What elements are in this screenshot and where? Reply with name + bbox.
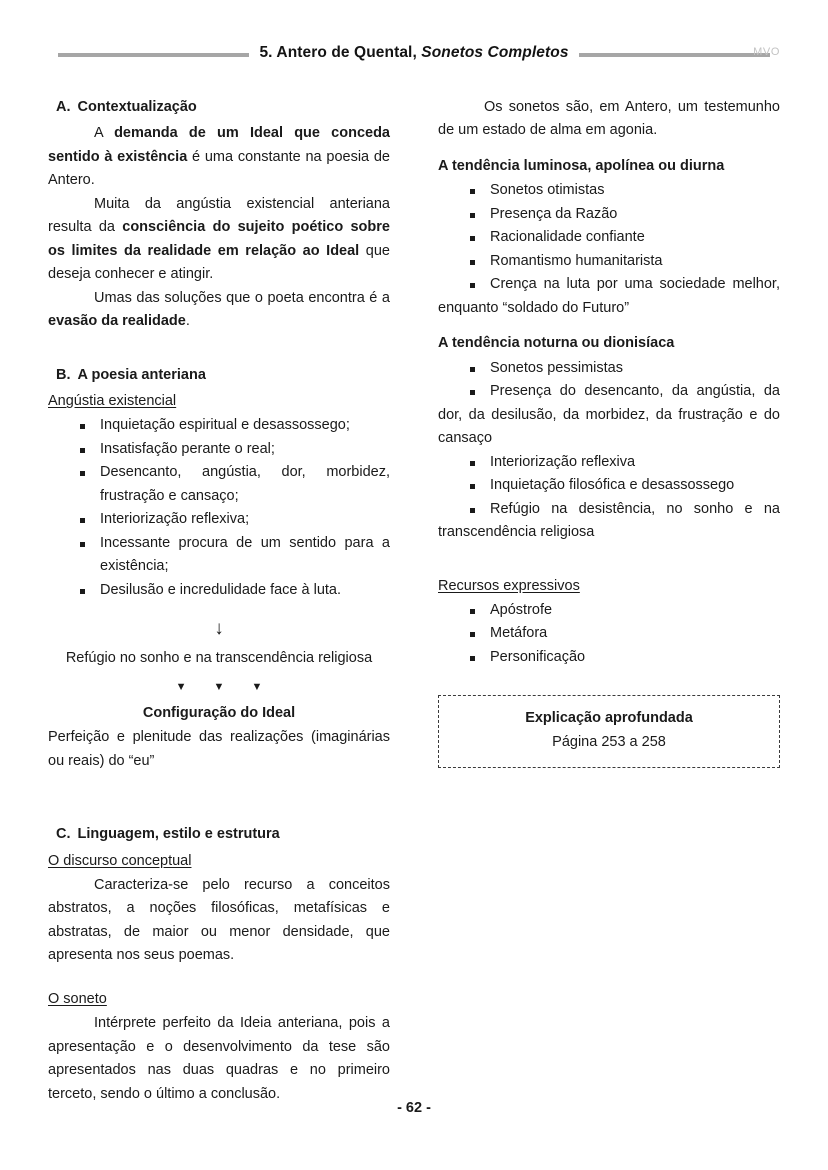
section-a-paragraph-2	[48, 193, 390, 287]
ideal-configuration-title: Configuração do Ideal	[142, 704, 296, 721]
callout-title: Explicação aprofundada	[525, 710, 693, 727]
list-item: Sonetos otimistas	[438, 179, 780, 202]
down-arrow-icon: ↓	[214, 618, 224, 640]
luminosa-heading: A tendência luminosa, apolínea ou diurna	[438, 157, 725, 174]
section-b-bullet-list	[48, 414, 390, 602]
section-c-title: Linguagem, estilo e estrutura	[77, 826, 280, 843]
para-a3-post: .	[185, 313, 190, 330]
para-a1-bold: demanda de um Ideal que conceda sentido à existência	[48, 125, 390, 165]
page-title	[259, 44, 568, 62]
right-column	[438, 96, 780, 1106]
list-item: Personificação	[438, 646, 780, 669]
recursos-subheading: Recursos expressivos	[438, 577, 580, 594]
list-item: Incessante procura de um sentido para a existência;	[48, 532, 390, 579]
section-c-subheading-2: O soneto	[48, 990, 107, 1007]
list-item: Inquietação espiritual e desassossego;	[48, 414, 390, 437]
para-a3-bold: evasão da realidade	[48, 313, 186, 330]
list-item: Inquietação filosófica e desassossego	[438, 474, 780, 497]
list-item: Insatisfação perante o real;	[48, 438, 390, 461]
section-a-title: Contextualização	[77, 99, 197, 115]
section-a-paragraph-3	[48, 287, 390, 334]
section-c-heading	[48, 823, 390, 845]
section-a-heading	[48, 96, 390, 118]
section-b-label: B.	[56, 366, 71, 383]
page-number: - 62 -	[397, 1100, 431, 1116]
section-c-paragraph-1: Caracteriza-se pelo recurso a conceitos abstratos, a noções filosóficas, metafísicas e abstratas, de maior ou menor densidade, que apresenta nos seus poemas.	[48, 876, 390, 964]
spacer-before-recursos	[438, 545, 780, 575]
list-item: Sonetos pessimistas	[438, 357, 780, 380]
list-item: Desilusão e incredulidade face à luta.	[48, 579, 390, 602]
header-watermark: MVO	[753, 46, 780, 58]
list-item: Presença da Razão	[438, 203, 780, 226]
para-a2-bold: consciência do sujeito poético sobre os limites da realidade em relação ao Ideal	[48, 219, 390, 259]
list-item: Crença na luta por uma sociedade melhor, enquanto “soldado do Futuro”	[438, 273, 780, 320]
para-a2-pre: Muita da angústia existencial anteriana resulta da	[48, 195, 390, 236]
list-item: Desencanto, angústia, dor, morbidez, frustração e cansaço;	[48, 461, 390, 508]
page-body	[0, 96, 828, 1106]
header-rule-right	[579, 53, 770, 57]
page-header	[0, 44, 828, 84]
section-c-label: C.	[56, 826, 71, 843]
spacer-after-section-b	[48, 773, 390, 803]
section-b-subheading: Angústia existencial	[48, 393, 177, 410]
refuge-statement: Refúgio no sonho e na transcendência religiosa	[65, 650, 373, 667]
para-a3-pre: Umas das soluções que o poeta encontra é a	[94, 289, 390, 306]
spacer-after-section-a	[48, 334, 390, 364]
header-rule-left	[58, 53, 249, 57]
section-a-paragraph-1	[48, 122, 390, 192]
spacer-before-luminosa	[438, 143, 780, 155]
right-intro-paragraph: Os sonetos são, em Antero, um testemunho de um estado de alma em agonia.	[438, 99, 780, 139]
list-item: Interiorização reflexiva	[438, 451, 780, 474]
list-item: Metáfora	[438, 622, 780, 645]
section-b-heading	[48, 364, 390, 386]
noturna-heading: A tendência noturna ou dionisíaca	[438, 335, 675, 352]
page-footer	[0, 1100, 828, 1116]
section-c-paragraph-2: Intérprete perfeito da Ideia anteriana, pois a apresentação e o desenvolvimento da tese são apresentados nas duas quadras e no primeiro terceto, sendo o último a conclusão.	[48, 1015, 390, 1102]
list-item: Presença do desencanto, da angústia, da dor, da desilusão, da morbidez, da frustração e do cansaço	[438, 380, 780, 450]
spacer-between-c-subsections	[48, 968, 390, 988]
para-a1-pre: A	[94, 125, 115, 142]
spacer-after-section-b-2	[48, 803, 390, 823]
page-title-italic: Sonetos Completos	[421, 44, 569, 61]
spacer-before-arrow	[48, 602, 390, 614]
list-item: Apóstrofe	[438, 599, 780, 622]
header-title-row	[58, 44, 770, 62]
callout-subtitle: Página 253 a 258	[552, 733, 666, 750]
page-title-main: 5. Antero de Quental,	[259, 44, 417, 61]
list-item: Romantismo humanitarista	[438, 250, 780, 273]
list-item: Interiorização reflexiva;	[48, 508, 390, 531]
list-item: Racionalidade confiante	[438, 226, 780, 249]
luminosa-bullet-list	[438, 179, 780, 320]
triangle-separator-icon: ▼ ▼ ▼	[175, 680, 275, 693]
para-a2-post: que deseja conhecer e atingir.	[48, 242, 390, 283]
noturna-bullet-list	[438, 357, 780, 545]
section-b-title: A poesia anteriana	[77, 366, 206, 383]
section-a-label: A.	[56, 99, 71, 115]
callout-box	[438, 695, 780, 767]
recursos-bullet-list	[438, 599, 780, 669]
spacer-before-noturna	[438, 320, 780, 332]
left-column	[48, 96, 390, 1106]
ideal-configuration-text: Perfeição e plenitude das realizações (imaginárias ou reais) do “eu”	[48, 729, 390, 769]
para-a1-post: é uma constante na poesia de Antero.	[48, 148, 390, 189]
list-item: Refúgio na desistência, no sonho e na transcendência religiosa	[438, 498, 780, 545]
section-c-subheading-1: O discurso conceptual	[48, 852, 192, 869]
